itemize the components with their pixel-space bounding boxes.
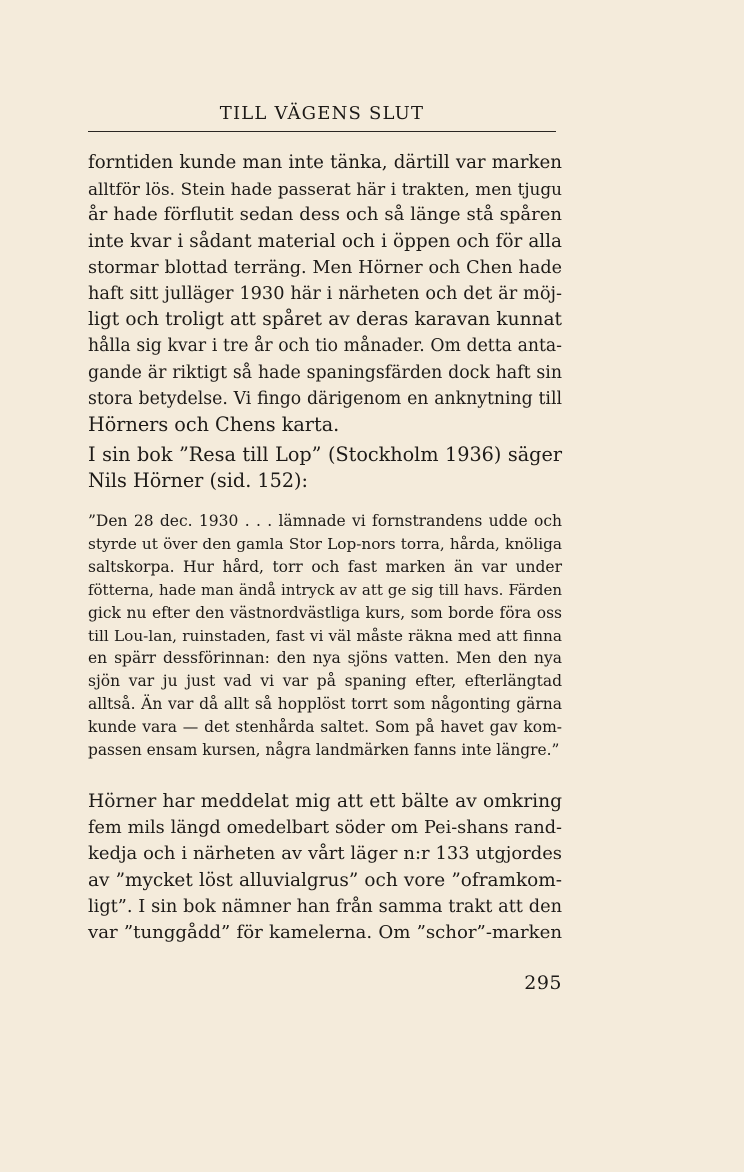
text-line: gande är riktigt så hade spaningsfärden dock haft sin <box>88 362 562 383</box>
text-line: forntiden kunde man inte tänka, därtill var marken <box>88 152 562 173</box>
text-line: var ”tunggådd” för kamelerna. Om ”schor”-marken <box>88 922 562 944</box>
quote-line: sjön var ju just vad vi var på spaning efter, efterlängtad <box>88 672 562 691</box>
quote-line: gick nu efter den västnordvästliga kurs, som borde föra oss <box>88 603 562 622</box>
quote-line: alltså. Än var då allt så hopplöst torrt som någonting gärna <box>88 695 562 714</box>
text-line: Hörner har meddelat mig att ett bälte av omkring <box>88 791 562 812</box>
text-line: hålla sig kvar i tre år och tio månader. Om detta anta- <box>88 336 562 357</box>
running-head: TILL VÄGENS SLUT <box>219 103 425 124</box>
paragraph-2 <box>88 442 562 494</box>
quote-line: ”Den 28 dec. 1930 . . . lämnade vi fornstrandens udde och <box>88 512 562 530</box>
quote-line: saltskorpa. Hur hård, torr och fast marken än var under <box>88 557 562 576</box>
quote-line: en spärr dessförinnan: den nya sjöns vatten. Men den nya <box>88 649 562 668</box>
text-line: stora betydelse. Vi fingo därigenom en anknytning till <box>88 388 562 409</box>
block-quote <box>88 510 562 762</box>
text-line: inte kvar i sådant material och i öppen och för alla <box>88 230 562 252</box>
paragraph-3 <box>88 789 562 946</box>
text-line: kedja och i närheten av vårt läger n:r 133 utgjordes <box>88 843 562 865</box>
text-line: år hade förflutit sedan dess och så länge stå spåren <box>88 204 562 226</box>
text-line: Nils Hörner (sid. 152): <box>88 469 308 493</box>
text-line: ligt”. I sin bok nämner han från samma trakt att den <box>88 896 562 917</box>
text-line: ligt och troligt att spåret av deras karavan kunnat <box>88 309 562 331</box>
text-line: I sin bok ”Resa till Lop” (Stockholm 1936) säger <box>88 443 562 466</box>
quote-line: passen ensam kursen, några landmärken fanns inte längre.” <box>88 741 560 760</box>
text-line: alltför lös. Stein hade passerat här i trakten, men tjugu <box>88 179 562 200</box>
quote-line: till Lou-lan, ruinstaden, fast vi väl måste räkna med att finna <box>88 626 562 645</box>
text-line: stormar blottad terräng. Men Hörner och Chen hade <box>88 257 562 278</box>
text-line: haft sitt julläger 1930 här i närheten och det är möj- <box>88 284 562 305</box>
text-line: Hörners och Chens karta. <box>88 413 340 437</box>
paragraph-1 <box>88 150 562 438</box>
page-number: 295 <box>524 972 562 994</box>
header-rule <box>88 131 556 132</box>
quote-line: kunde vara — det stenhårda saltet. Som på havet gav kom- <box>88 718 562 737</box>
text-line: av ”mycket löst alluvialgrus” och vore ”oframkom- <box>88 869 562 891</box>
quote-line: styrde ut över den gamla Stor Lop-nors torra, hårda, knöliga <box>88 534 562 553</box>
text-line: fem mils längd omedelbart söder om Pei-shans rand- <box>88 818 562 839</box>
quote-line: fötterna, hade man ändå intryck av att ge sig till havs. Färden <box>88 580 562 599</box>
